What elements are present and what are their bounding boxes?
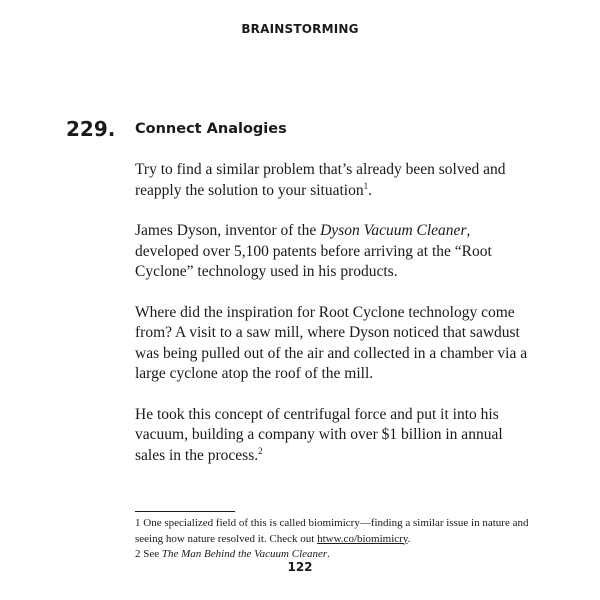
paragraph-3: Where did the inspiration for Root Cyclone technology come from? A visit to a saw mill, where Dyson noticed that sawdust was being pulled out of the air and collected in a chamber via a large cyclone atop the roof of the mill.	[135, 303, 528, 382]
footnote-ref-1: 1	[363, 180, 369, 191]
paragraph-4	[135, 405, 535, 467]
tip-title: Connect Analogies	[135, 121, 287, 137]
book-title-italic: The Man Behind the Vacuum Cleaner	[161, 548, 328, 560]
footnote-2-end: .	[327, 548, 330, 560]
paragraph-2	[135, 221, 535, 283]
footnote-ref-2: 2	[258, 445, 263, 456]
paragraph-4-text: He took this concept of centrifugal force and put it into his vacuum, building a company with over $1 billion in annual sales in the process.	[135, 405, 503, 464]
section-header: BRAINSTORMING	[241, 22, 359, 36]
footnote-1-text: 1 One specialized field of this is called biomimicry—finding a similar issue in nature and seeing how nature resolved it. Check out	[135, 517, 529, 545]
body-text	[135, 160, 535, 486]
paragraph-2-end: , developed over 5,100 patents before arriving at the “Root Cyclone” technology used in his products.	[135, 222, 492, 280]
footnote-2-start: 2 See	[135, 548, 162, 560]
paragraph-1-text: Try to find a similar problem that’s already been solved and reapply the solution to your situation	[135, 161, 506, 199]
paragraph-2-start: James Dyson, inventor of the	[135, 222, 321, 239]
footnote-1-end: .	[407, 532, 411, 545]
page-number: 122	[287, 560, 313, 574]
footnote-1	[135, 516, 535, 547]
biomimicry-link[interactable]: htww.co/biomimicry	[317, 532, 408, 545]
tip-number: 229.	[66, 117, 116, 141]
footnotes	[135, 516, 535, 563]
paragraph-1-end: .	[368, 181, 372, 199]
product-name-italic: Dyson Vacuum Cleaner	[320, 222, 467, 239]
paragraph-1	[135, 160, 535, 201]
footnote-divider	[135, 511, 235, 512]
